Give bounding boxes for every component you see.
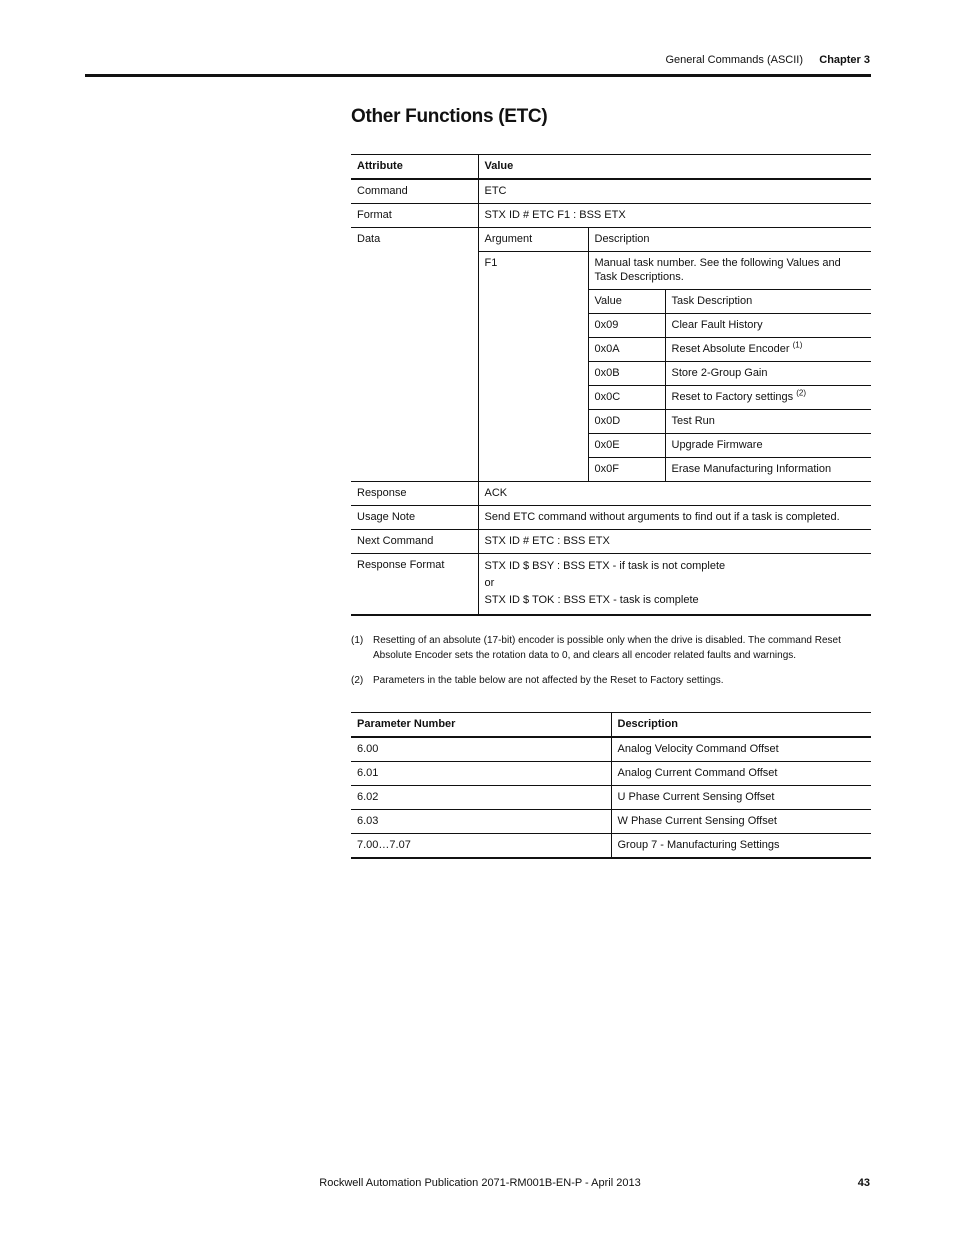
footnote xyxy=(351,633,871,663)
attribute-label: Response Format xyxy=(351,554,478,616)
task-description: Reset Absolute Encoder $^{(1)}$ xyxy=(665,338,871,362)
table-row xyxy=(351,810,871,834)
task-description: Reset to Factory settings $^{(2)}$ xyxy=(665,386,871,410)
page-title: Other Functions (ETC) xyxy=(351,106,548,127)
footnote-text: Parameters in the table below are not affected by the Reset to Factory settings. xyxy=(373,675,724,686)
argument-description: Manual task number. See the following Values and Task Descriptions. xyxy=(588,252,871,290)
task-value: 0x0B xyxy=(588,362,665,386)
attribute-value: Send ETC command without arguments to find out if a task is completed. xyxy=(478,506,871,530)
task-value: 0x0F xyxy=(588,458,665,482)
response-format-line: STX ID $ TOK : BSS ETX - task is complete xyxy=(484,594,699,606)
parameter-table xyxy=(351,712,871,859)
task-description: Store 2-Group Gain xyxy=(665,362,871,386)
footnote-number: (2) xyxy=(351,675,364,686)
running-header-section: General Commands (ASCII) xyxy=(665,54,803,66)
table-row xyxy=(351,834,871,859)
footnote-ref: (1) xyxy=(792,340,803,350)
attribute-value: STX ID # ETC : BSS ETX xyxy=(478,530,871,554)
parameter-description: Analog Current Command Offset xyxy=(611,762,871,786)
sub-header: Value xyxy=(588,290,665,314)
table-row xyxy=(351,204,871,228)
task-value: 0x0E xyxy=(588,434,665,458)
table-header-row xyxy=(351,713,871,738)
parameter-number: 6.00 xyxy=(351,737,611,762)
attribute-label: Format xyxy=(351,204,478,228)
attribute-value xyxy=(478,554,871,616)
table-row xyxy=(351,762,871,786)
task-description: Erase Manufacturing Information xyxy=(665,458,871,482)
parameter-description: Analog Velocity Command Offset xyxy=(611,737,871,762)
sub-header: Task Description xyxy=(665,290,871,314)
table-row xyxy=(351,786,871,810)
footnote-ref: (2) xyxy=(796,388,807,398)
table-row xyxy=(351,737,871,762)
attribute-label: Next Command xyxy=(351,530,478,554)
page-number: 43 xyxy=(857,1177,870,1189)
table-header-row xyxy=(351,155,871,180)
parameter-number: 6.03 xyxy=(351,810,611,834)
attribute-value: STX ID # ETC F1 : BSS ETX xyxy=(478,204,871,228)
footnote-number: (1) xyxy=(351,635,364,646)
table-row xyxy=(351,228,871,252)
task-description: Clear Fault History xyxy=(665,314,871,338)
attribute-value: ACK xyxy=(478,482,871,506)
column-header: Description xyxy=(611,713,871,738)
parameter-number: 7.00…7.07 xyxy=(351,834,611,859)
attribute-label: Usage Note xyxy=(351,506,478,530)
table-row xyxy=(351,482,871,506)
parameter-description: Group 7 - Manufacturing Settings xyxy=(611,834,871,859)
table-row xyxy=(351,179,871,204)
parameter-description: W Phase Current Sensing Offset xyxy=(611,810,871,834)
task-value: 0x09 xyxy=(588,314,665,338)
response-format-line: or xyxy=(484,577,495,589)
response-format-line: STX ID $ BSY : BSS ETX - if task is not complete xyxy=(484,560,726,572)
table-row xyxy=(351,554,871,616)
attribute-label: Response xyxy=(351,482,478,506)
table-row xyxy=(351,506,871,530)
header-divider xyxy=(85,74,871,77)
column-header: Value xyxy=(478,155,871,180)
task-description: Upgrade Firmware xyxy=(665,434,871,458)
parameter-number: 6.01 xyxy=(351,762,611,786)
etc-attributes-table xyxy=(351,154,871,616)
task-value: 0x0A xyxy=(588,338,665,362)
task-value: 0x0C xyxy=(588,386,665,410)
sub-header: Description xyxy=(588,228,871,252)
sub-header: Argument xyxy=(478,228,588,252)
attribute-label: Data xyxy=(351,228,478,482)
attribute-label: Command xyxy=(351,179,478,204)
parameter-description: U Phase Current Sensing Offset xyxy=(611,786,871,810)
column-header: Parameter Number xyxy=(351,713,611,738)
table-row xyxy=(351,530,871,554)
running-header-chapter: Chapter 3 xyxy=(819,54,870,66)
parameter-number: 6.02 xyxy=(351,786,611,810)
column-header: Attribute xyxy=(351,155,478,180)
argument-value: F1 xyxy=(478,252,588,482)
footnote-text: Resetting of an absolute (17-bit) encoder is possible only when the drive is disabled. The command Reset Absolute Encoder sets the rotation data to 0, and clears all encoder related faults and warnings. xyxy=(373,635,841,661)
footer-publication: Rockwell Automation Publication 2071-RM001B-EN-P - April 2013 xyxy=(319,1177,641,1189)
footnote xyxy=(351,673,871,688)
attribute-value: ETC xyxy=(478,179,871,204)
task-description: Test Run xyxy=(665,410,871,434)
task-value: 0x0D xyxy=(588,410,665,434)
